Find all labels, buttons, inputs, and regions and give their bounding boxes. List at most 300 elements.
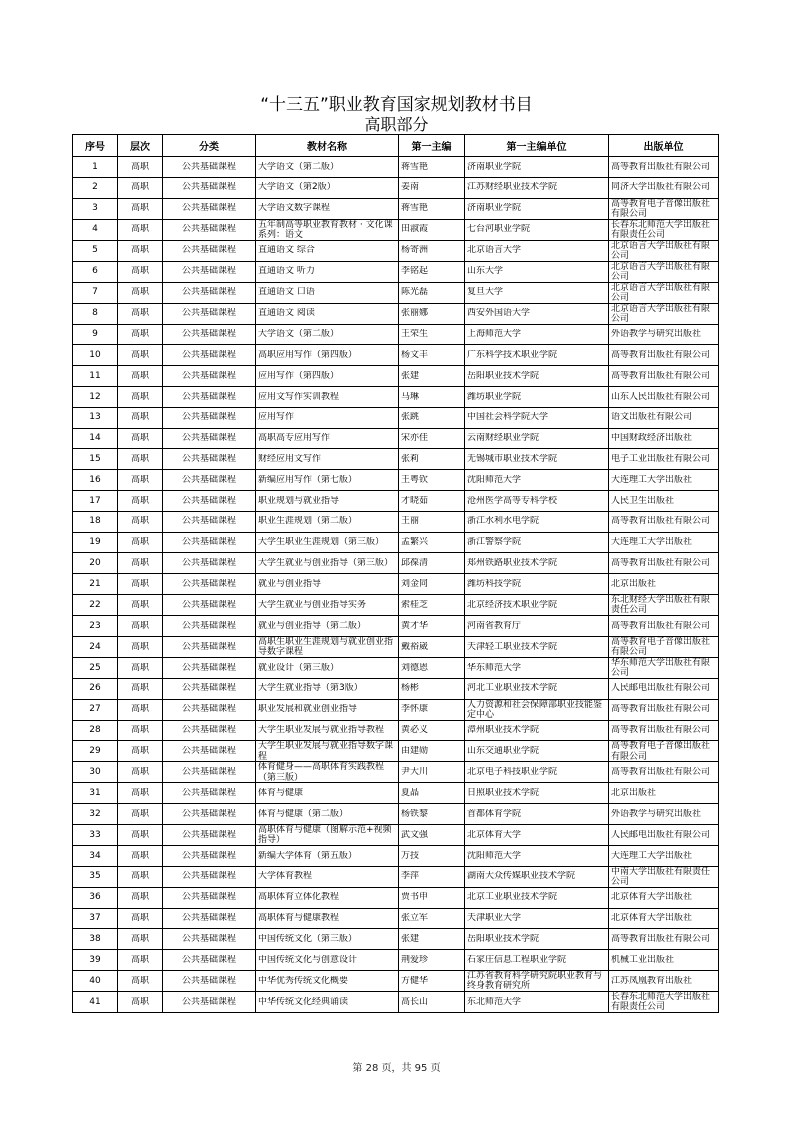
cell-col-index [73,219,118,240]
cell-text: 郑州铁路职业技术学院 [467,558,558,568]
cell-col-level [118,511,163,532]
cell-col-title [256,929,399,950]
cell-col-editor [399,699,465,720]
cell-text: 体育与健康（第二版） [258,808,349,819]
cell-col-editor [399,574,465,595]
cell-col-index [73,824,118,845]
cell-text: 高职 [130,746,149,757]
cell-col-publisher [609,219,719,240]
cell-text: 蒋雪艳 [401,161,429,172]
cell-col-category [163,511,256,532]
table-row [73,198,719,219]
cell-text: 财经应用文写作 [258,454,322,465]
cell-text: 黄必义 [401,725,429,736]
cell-text: 14 [89,433,101,444]
cell-text: 北京出版社 [611,787,657,798]
cell-col-editor [399,636,465,657]
cell-text: 高等教育出版社有限公司 [611,558,711,568]
cell-text: 天津职业大学 [467,913,522,924]
cell-text: 同济大学出版社有限公司 [611,182,711,193]
cell-text: 潍坊科技学院 [467,578,522,589]
cell-text: 公共基础课程 [181,433,236,444]
table-row [73,970,719,991]
cell-text: 人民邮电出版社有限公司 [611,829,711,840]
cell-col-editor-unit [465,678,609,699]
cell-text: 张建 [401,933,420,944]
cell-text: 北京语言大学出版社有限公司 [611,240,711,261]
cell-text: 公共基础课程 [181,933,236,944]
cell-col-editor-unit [465,324,609,345]
cell-col-editor-unit [465,407,609,428]
cell-text: 王荣生 [401,329,429,340]
cell-col-publisher [609,804,719,825]
cell-col-level [118,615,163,636]
table-row [73,157,719,178]
cell-col-level [118,908,163,929]
cell-text: 高职 [130,808,149,819]
cell-col-title [256,282,399,303]
cell-text: 高职 [130,787,149,798]
cell-col-level [118,490,163,511]
cell-col-editor-unit [465,219,609,240]
cell-col-editor-unit [465,741,609,762]
cell-col-level [118,678,163,699]
cell-text: 公共基础课程 [181,537,236,548]
cell-text: 高职 [130,516,149,527]
cell-text: 公共基础课程 [181,287,236,298]
cell-text: 就业与创业指导（第二版） [258,620,367,631]
cell-text: 高职 [130,683,149,694]
cell-col-editor [399,261,465,282]
cell-text: 公共基础课程 [181,975,236,986]
header-col-title: 教材名称 [256,135,399,157]
table-row [73,407,719,428]
cell-col-editor [399,824,465,845]
cell-text: 公共基础课程 [181,996,236,1007]
cell-col-title [256,386,399,407]
cell-text: 4 [92,224,98,235]
cell-text: 华东师范大学出版社有限公司 [611,657,711,678]
cell-col-index [73,741,118,762]
cell-text: 张莉 [401,454,420,465]
cell-text: 大学生就业指导（第3版） [258,683,363,694]
cell-text: 高职 [130,725,149,736]
cell-col-publisher [609,615,719,636]
cell-col-category [163,804,256,825]
cell-col-level [118,532,163,553]
cell-text: 东北师范大学 [467,996,522,1007]
table-row [73,929,719,950]
cell-text: 新编大学体育（第五版） [258,850,358,861]
cell-text: 高职 [130,224,149,235]
cell-col-category [163,845,256,866]
cell-col-level [118,553,163,574]
cell-col-title [256,449,399,470]
cell-col-publisher [609,407,719,428]
cell-col-title [256,991,399,1012]
header-col-index: 序号 [73,135,118,157]
cell-col-category [163,345,256,366]
cell-col-category [163,553,256,574]
cell-text: 夏晶 [401,787,420,798]
cell-col-editor [399,741,465,762]
cell-col-editor-unit [465,532,609,553]
cell-text: 大学语文（第二版） [258,329,340,340]
cell-text: 23 [89,620,101,631]
cell-text: 大学语文（第二版） [258,161,340,172]
cell-text: 公共基础课程 [181,516,236,527]
cell-col-index [73,157,118,178]
table-row [73,741,719,762]
cell-text: 公共基础课程 [181,245,236,256]
table-row [73,324,719,345]
cell-col-category [163,177,256,198]
cell-text: 贾书申 [401,892,429,903]
cell-text: 高职 [130,537,149,548]
cell-col-title [256,824,399,845]
cell-col-editor [399,449,465,470]
table-row [73,219,719,240]
cell-text: 25 [89,662,101,673]
cell-col-editor [399,950,465,971]
cell-text: 机械工业出版社 [611,954,675,965]
cell-col-title [256,261,399,282]
cell-col-publisher [609,845,719,866]
cell-col-level [118,366,163,387]
cell-text: 日照职业技术学院 [467,787,540,798]
cell-col-title [256,720,399,741]
cell-text: 15 [89,454,101,465]
cell-col-level [118,845,163,866]
cell-text: 人民邮电出版社有限公司 [611,683,711,694]
cell-col-level [118,303,163,324]
cell-col-title [256,303,399,324]
cell-col-editor [399,490,465,511]
textbook-table [72,134,719,1013]
cell-col-editor [399,511,465,532]
cell-text: 人力资源和社会保障部职业技能鉴定中心 [467,699,603,720]
cell-text: 高等教育出版社有限公司 [611,704,711,715]
cell-text: 万技 [401,850,420,861]
cell-text: 高职 [130,329,149,340]
cell-col-publisher [609,553,719,574]
cell-col-editor-unit [465,240,609,261]
cell-text: 公共基础课程 [181,954,236,965]
cell-col-publisher [609,574,719,595]
cell-col-level [118,741,163,762]
cell-text: 26 [89,683,101,694]
cell-col-level [118,386,163,407]
cell-text: 公共基础课程 [181,350,236,361]
cell-col-publisher [609,157,719,178]
cell-text: 复旦大学 [467,287,504,298]
cell-text: 张建 [401,370,420,381]
cell-col-level [118,198,163,219]
cell-text: 李铭起 [401,266,429,277]
cell-text: 大学体育教程 [258,871,313,882]
cell-col-index [73,908,118,929]
cell-text: 高长山 [401,996,429,1007]
cell-text: 大学生职业发展与就业指导数字课程 [258,741,394,762]
cell-text: 索桂芝 [401,599,429,610]
cell-col-editor-unit [465,804,609,825]
cell-col-editor [399,678,465,699]
cell-col-editor-unit [465,386,609,407]
cell-text: 杨彬 [401,683,420,694]
cell-col-title [256,428,399,449]
cell-text: 大学生职业发展与就业指导教程 [258,725,385,736]
cell-text: 北京语言大学出版社有限公司 [611,303,711,324]
cell-text: 7 [92,287,98,298]
cell-text: 11 [89,370,101,381]
cell-text: 高职 [130,287,149,298]
cell-text: 上海师范大学 [467,329,522,340]
cell-text: 王粤钦 [401,474,429,485]
cell-col-editor-unit [465,929,609,950]
cell-col-editor [399,720,465,741]
cell-text: 公共基础课程 [181,454,236,465]
cell-col-title [256,324,399,345]
table-row [73,845,719,866]
cell-text: 大学语文（第2版） [258,182,336,193]
cell-text: 27 [89,704,101,715]
cell-text: 杨铁黎 [401,808,429,819]
cell-text: 3 [92,203,98,214]
cell-col-publisher [609,741,719,762]
cell-text: 高职应用写作（第四版） [258,350,358,361]
cell-col-category [163,615,256,636]
cell-col-publisher [609,324,719,345]
cell-text: 浙江水利水电学院 [467,516,540,527]
table-row [73,449,719,470]
cell-text: 直通语文 口语 [258,287,315,298]
cell-col-editor-unit [465,261,609,282]
cell-text: 就业设计（第三版） [258,662,340,673]
cell-col-editor [399,470,465,491]
cell-text: 21 [89,578,101,589]
cell-col-category [163,240,256,261]
cell-text: 江苏财经职业技术学院 [467,182,558,193]
table-row [73,428,719,449]
cell-text: 李萍 [401,871,420,882]
cell-text: 中国传统文化（第三版） [258,933,358,944]
cell-col-title [256,345,399,366]
cell-col-title [256,532,399,553]
cell-col-editor-unit [465,636,609,657]
table-row [73,678,719,699]
cell-col-index [73,804,118,825]
cell-text: 高职 [130,391,149,402]
cell-col-title [256,699,399,720]
cell-text: 公共基础课程 [181,662,236,673]
cell-col-editor [399,783,465,804]
cell-col-category [163,261,256,282]
cell-col-editor [399,553,465,574]
cell-text: 华东师范大学 [467,662,522,673]
cell-col-category [163,929,256,950]
cell-col-category [163,950,256,971]
cell-col-title [256,574,399,595]
cell-col-editor [399,887,465,908]
cell-col-editor-unit [465,887,609,908]
cell-text: 李怀康 [401,704,429,715]
cell-col-index [73,615,118,636]
header-col-category: 分类 [163,135,256,157]
cell-text: 江苏省教育科学研究院职业教育与终身教育研究所 [467,970,603,991]
cell-col-index [73,177,118,198]
cell-col-level [118,866,163,887]
cell-text: 公共基础课程 [181,558,236,568]
cell-col-level [118,929,163,950]
cell-col-index [73,699,118,720]
cell-col-publisher [609,366,719,387]
cell-col-title [256,240,399,261]
cell-col-editor [399,240,465,261]
cell-col-editor [399,407,465,428]
cell-col-category [163,490,256,511]
cell-text: 北京语言大学出版社有限公司 [611,282,711,303]
cell-text: 公共基础课程 [181,224,236,235]
cell-text: 高等教育出版社有限公司 [611,620,711,631]
cell-col-publisher [609,699,719,720]
cell-col-category [163,532,256,553]
cell-col-publisher [609,511,719,532]
cell-col-publisher [609,970,719,991]
cell-col-editor [399,303,465,324]
cell-text: 33 [89,829,101,840]
cell-col-title [256,594,399,615]
cell-col-editor-unit [465,845,609,866]
cell-col-editor-unit [465,553,609,574]
cell-col-publisher [609,177,719,198]
cell-col-category [163,428,256,449]
document-subtitle: 高职部分 [364,115,429,134]
cell-text: 31 [89,787,101,798]
cell-col-title [256,845,399,866]
cell-text: 漳州职业技术学院 [467,725,540,736]
table-row [73,511,719,532]
table-row [73,345,719,366]
cell-col-index [73,303,118,324]
cell-text: 北京出版社 [611,578,657,589]
cell-col-publisher [609,908,719,929]
cell-col-index [73,490,118,511]
table-row [73,908,719,929]
cell-col-category [163,366,256,387]
cell-text: 沧州医学高等专科学校 [467,495,558,506]
cell-text: 岳阳职业技术学院 [467,370,540,381]
cell-col-editor-unit [465,490,609,511]
table-row [73,636,719,657]
cell-text: 武文强 [401,829,429,840]
cell-text: 黄才华 [401,620,429,631]
cell-text: 大连理工大学出版社 [611,537,693,548]
cell-text: 公共基础课程 [181,391,236,402]
cell-col-index [73,783,118,804]
cell-col-publisher [609,866,719,887]
cell-text: 北京体育大学 [467,829,522,840]
cell-text: 刘金同 [401,578,429,589]
cell-col-index [73,532,118,553]
cell-text: 岳阳职业技术学院 [467,933,540,944]
cell-text: 公共基础课程 [181,767,236,778]
cell-text: 19 [89,537,101,548]
cell-col-publisher [609,386,719,407]
table-row [73,804,719,825]
cell-col-level [118,970,163,991]
cell-col-level [118,783,163,804]
cell-text: 公共基础课程 [181,161,236,172]
cell-text: 高职 [130,892,149,903]
cell-col-index [73,657,118,678]
cell-text: 17 [89,495,101,506]
cell-col-index [73,470,118,491]
cell-text: 大学生就业与创业指导实务 [258,599,367,610]
cell-text: 刘德恩 [401,662,429,673]
cell-text: 应用文写作实训教程 [258,391,340,402]
cell-text: 9 [92,329,98,340]
cell-col-editor-unit [465,511,609,532]
cell-text: 广东科学技术职业学院 [467,350,558,361]
cell-col-title [256,636,399,657]
cell-text: 杨文丰 [401,350,429,361]
table-row [73,470,719,491]
cell-text: 大学生就业与创业指导（第三版） [258,558,394,568]
table-row [73,594,719,615]
cell-col-publisher [609,887,719,908]
cell-text: 16 [89,474,101,485]
cell-col-editor-unit [465,783,609,804]
cell-text: 公共基础课程 [181,329,236,340]
cell-text: 高等教育出版社有限公司 [611,767,711,778]
cell-col-editor-unit [465,470,609,491]
cell-text: 北京体育大学出版社 [611,913,693,924]
cell-col-category [163,866,256,887]
cell-text: 公共基础课程 [181,412,236,423]
cell-text: 38 [89,933,101,944]
cell-col-level [118,804,163,825]
cell-col-publisher [609,198,719,219]
cell-col-title [256,490,399,511]
cell-text: 公共基础课程 [181,266,236,277]
cell-text: 36 [89,892,101,903]
document-title: “十三五”职业教育国家规划教材书目 [260,95,533,115]
cell-col-index [73,345,118,366]
cell-text: 8 [92,308,98,319]
cell-text: 江苏凤凰教育出版社 [611,975,693,986]
cell-text: 天津轻工职业技术学院 [467,641,558,652]
cell-col-category [163,887,256,908]
cell-col-title [256,407,399,428]
cell-text: 沈阳师范大学 [467,850,522,861]
cell-col-category [163,574,256,595]
cell-text: 5 [92,245,98,256]
cell-text: 济南职业学院 [467,203,522,214]
cell-col-editor-unit [465,657,609,678]
cell-text: 高职 [130,704,149,715]
cell-text: 24 [89,641,101,652]
cell-col-level [118,407,163,428]
cell-col-publisher [609,657,719,678]
cell-col-title [256,366,399,387]
cell-text: 七台河职业学院 [467,224,531,235]
cell-text: 高等教育出版社有限公司 [611,725,711,736]
cell-col-editor-unit [465,991,609,1012]
cell-text: 荆爱珍 [401,954,429,965]
cell-text: 直通语文 综合 [258,245,315,256]
table-header-row [73,135,719,157]
cell-col-editor [399,386,465,407]
